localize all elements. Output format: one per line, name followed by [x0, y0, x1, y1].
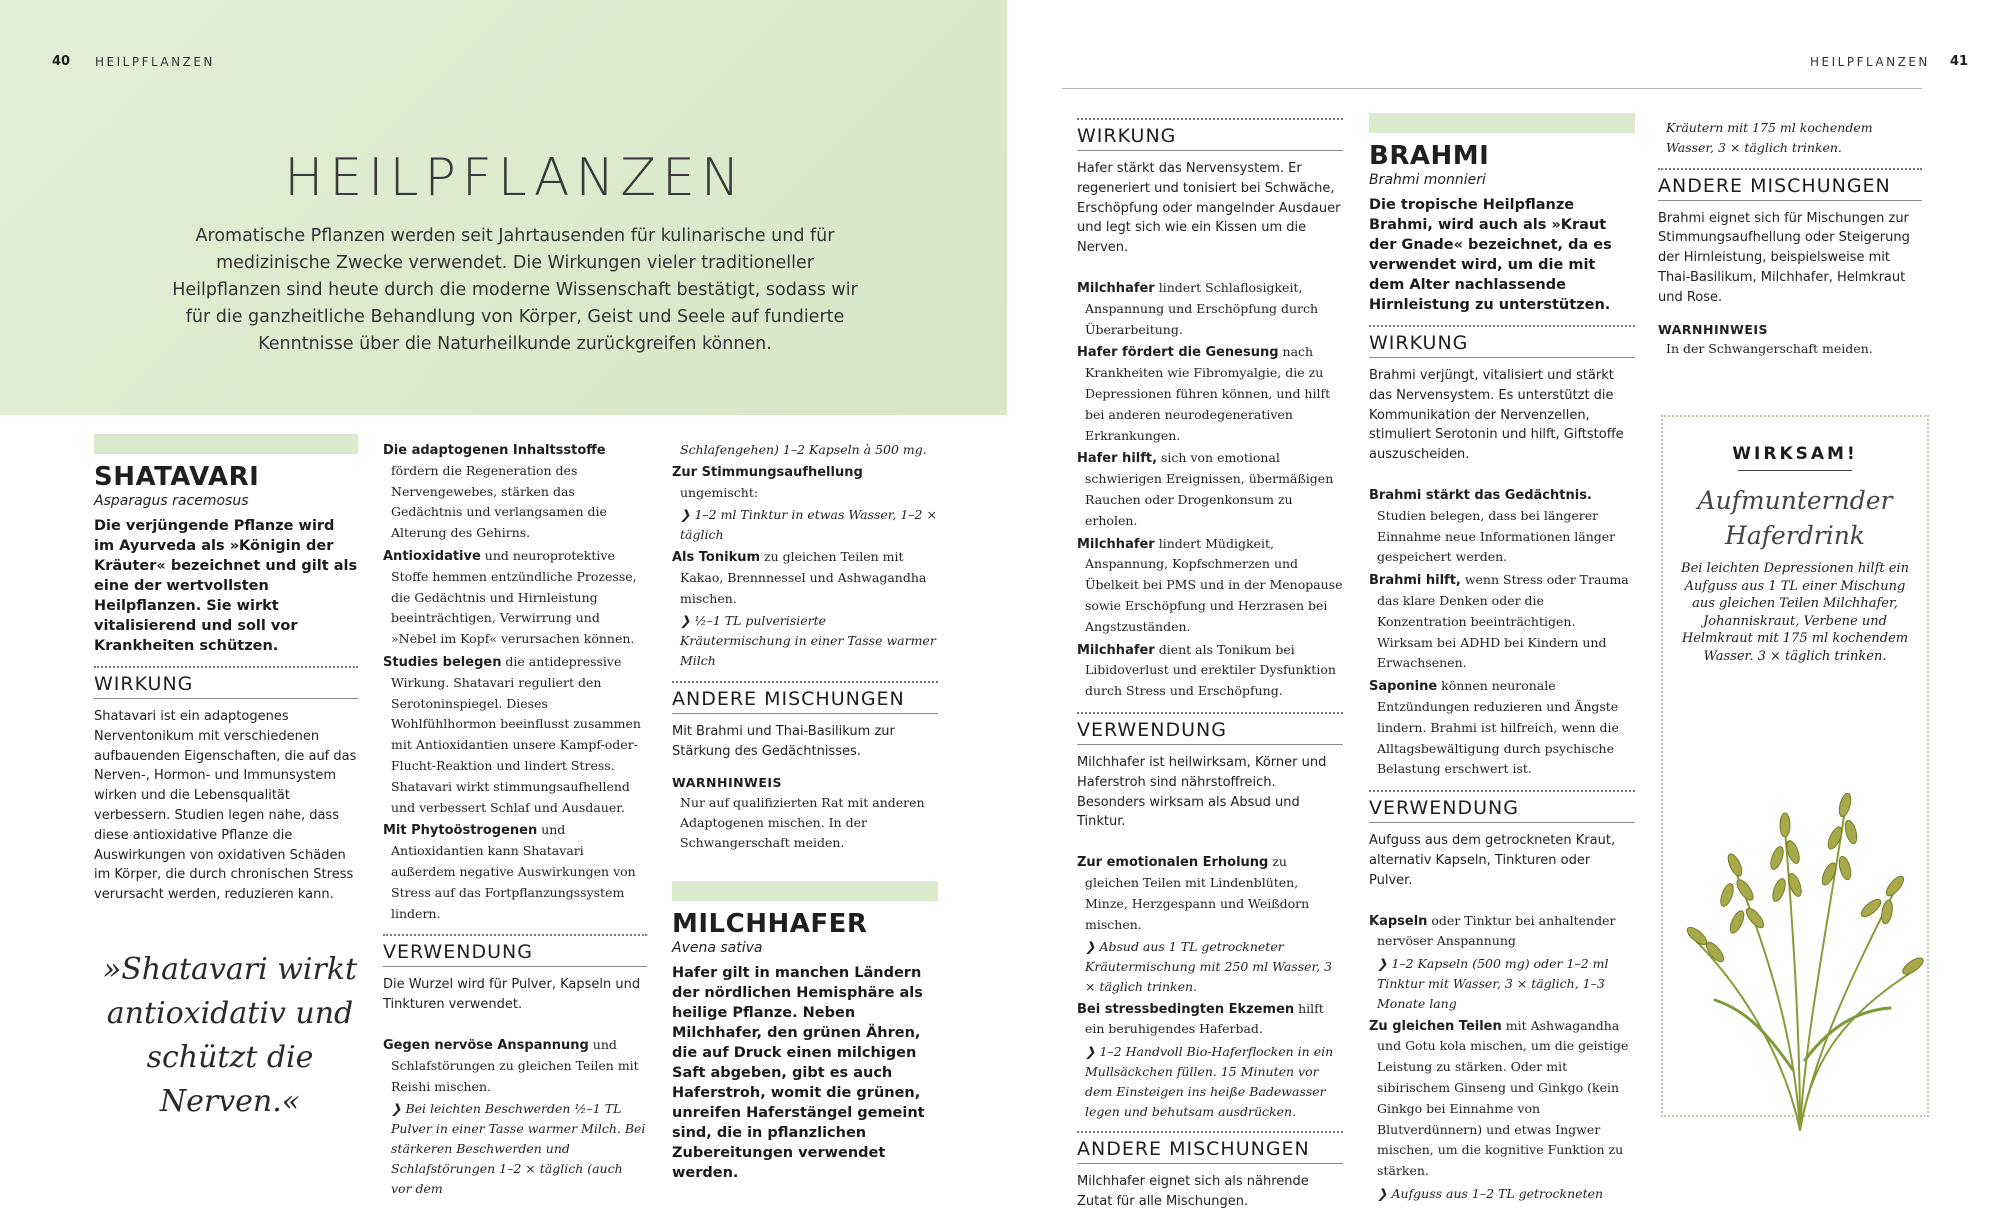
tip-box-rule	[1738, 470, 1852, 471]
tip-box-heading: WIRKSAM!	[1732, 444, 1858, 464]
list-item: Die adaptogenen Inhaltsstoffe fördern die Regeneration des Nervengewebes, stärken das Gedächtnis und verlangsamen die Alterung des Gehirns.	[383, 443, 607, 541]
dosage-note: ❯ 1–2 ml Tinktur in etwas Wasser, 1–2 × täglich	[680, 507, 937, 543]
list-item: Milchhafer dient als Tonikum bei Libidoverlust und erektiler Dysfunktion durch Stress und Erschöpfung.	[1077, 641, 1336, 699]
list-item: Gegen nervöse Anspannung und Schlafstörungen zu gleichen Teilen mit Reishi mischen.	[383, 1036, 639, 1094]
body-text: Shatavari ist ein adaptogenes Nerventonikum mit verschiedenen aufbauenden Eigenschaften, die auf das Nerven-, Hormon- und Immunsystem wirken und die Lebensqualität verbessern. Studien legen nahe, dass diese antioxidative Pflanze die Auswirkungen von oxidativen Schäden im Körper, die durch chronischen Stress verursacht werden, reduzieren kann.	[94, 709, 357, 903]
list-item: Milchhafer lindert Schlaflosigkeit, Anspannung und Erschöpfung durch Überarbeitung.	[1077, 279, 1319, 337]
section-heading: VERWENDUNG	[1077, 712, 1343, 745]
list-item: Bei stressbedingten Ekzemen hilft ein beruhigendes Haferbad.	[1077, 1000, 1324, 1037]
oat-illustration	[1675, 690, 1925, 1150]
tip-box-text: Bei leichten Depressionen hilft ein Aufguss aus 1 TL einer Mischung aus gleichen Teilen Milchhafer, Johanniskraut, Verbene und Helmkraut mit 175 ml kochendem Wasser. 3 × täglich trinken.	[1681, 561, 1909, 664]
list-item: Hafer hilft, sich von emotional schwierigen Ereignissen, übermäßigen Rauchen oder Drogenkonsum zu erholen.	[1077, 450, 1334, 528]
list-item: Saponine können neuronale Entzündungen reduzieren und Ängste lindern. Brahmi ist hilfreich, wenn die Alltagsbewältigung durch psychische Belastung erschwert ist.	[1369, 678, 1619, 777]
intro-paragraph: Aromatische Pflanzen werden seit Jahrtausenden für kulinarische und für medizinische Zwecke verwendet. Die Wirkungen vieler traditioneller Heilpflanzen sind heute durch die moderne Wissenschaft bestätigt, sodass wir für die ganzheitliche Behandlung von Körper, Geist und Seele auf fundierte Kenntnisse über die Naturheilkunde zurückgreifen können.	[172, 226, 858, 354]
pull-quote: »Shatavari wirkt antioxidativ und schützt die Nerven.«	[102, 952, 358, 1119]
shatavari-column	[94, 434, 358, 911]
page-title: HEILPFLANZEN	[284, 148, 746, 208]
section-bar	[1369, 113, 1635, 133]
warning-heading: WARNHINWEIS	[672, 775, 783, 791]
left-page-number: 40	[52, 54, 71, 69]
dosage-note: ❯ Aufguss aus 1–2 TL getrockneten	[1377, 1185, 1604, 1201]
body-text: Brahmi verjüngt, vitalisiert und stärkt das Nervensystem. Es unterstützt die Kommunikation der Nervenzellen, stimuliert Serotonin und hilft, Giftstoffe auszuscheiden.	[1369, 368, 1624, 463]
section-heading: WIRKUNG	[94, 666, 358, 699]
warning-text: In der Schwangerschaft meiden.	[1666, 341, 1873, 357]
section-heading: VERWENDUNG	[383, 934, 647, 967]
lead-text: Die verjüngende Pflanze wird im Ayurveda als »Königin der Kräuter« bezeichnet und gilt als eine der wertvollsten Heilpflanzen. Sie wirkt vitalisierend und soll vor Krankheiten schützen.	[94, 518, 358, 654]
list-item: Hafer fördert die Genesung nach Krankheiten wie Fibromyalgie, die zu Depressionen führen können, und hilft bei anderen neurodegenerativen Erkrankungen.	[1077, 344, 1331, 443]
list-item: Milchhafer lindert Müdigkeit, Anspannung, Kopfschmerzen und Übelkeit bei PMS und in der Menopause sowie Erschöpfung und Herzrasen bei Angstzuständen.	[1077, 535, 1343, 634]
lead-text: Die tropische Heilpflanze Brahmi, wird auch als »Kraut der Gnade« bezeichnet, da es verwendet wird, um die mit dem Alter nachlassende Hirnleistung zu unterstützen.	[1369, 197, 1612, 313]
dosage-note-continued: Kräutern mit 175 ml kochendem Wasser, 3 × täglich trinken.	[1666, 120, 1873, 155]
plant-name: BRAHMI	[1369, 141, 1490, 171]
section-bar	[94, 434, 358, 454]
left-running-head: HEILPFLANZEN	[95, 55, 215, 69]
body-text: Hafer stärkt das Nervensystem. Er regeneriert und tonisiert bei Schwäche, Erschöpfung oder mangelnder Ausdauer und legt sich wie ein Kissen um die Nerven.	[1077, 161, 1341, 256]
dosage-note: ❯ 1–2 Kapseln (500 mg) oder 1–2 ml Tinktur mit Wasser, 3 × täglich, 1–3 Monate lang	[1377, 956, 1609, 1011]
list-item: Antioxidative und neuroprotektive Stoffe hemmen entzündliche Prozesse, die Gedächtnis und Hirnleistung beeinträchtigen, Verwirrung und »Nebel im Kopf« verursachen können.	[383, 547, 637, 647]
dosage-note: ❯ 1–2 Handvoll Bio-Haferflocken in ein Mullsäckchen füllen. 15 Minuten vor dem Einsteigen ins heiße Badewasser legen und behutsam ausdrücken.	[1085, 1044, 1334, 1119]
dosage-note: ❯ Bei leichten Beschwerden ½–1 TL Pulver in einer Tasse warmer Milch. Bei stärkeren Beschwerden und Schlafstörungen 1–2 × täglich (auch vor dem	[391, 1101, 646, 1196]
brahmi-column-2	[1658, 118, 1922, 365]
warning-heading: WARNHINWEIS	[1658, 321, 1769, 337]
list-item: Brahmi stärkt das Gedächtnis. Studien belegen, dass bei längerer Einnahme neue Informationen länger gespeichert werden.	[1369, 487, 1616, 565]
brahmi-column	[1369, 113, 1635, 1206]
list-item: Zur emotionalen Erholung zu gleichen Teilen mit Lindenblüten, Minze, Herzgespann und Weißdorn mischen.	[1077, 854, 1310, 932]
latin-name: Avena sativa	[672, 939, 763, 956]
body-text: Milchhafer ist heilwirksam, Körner und Haferstroh sind nährstoffreich. Besonders wirksam als Absud und Tinktur.	[1077, 754, 1327, 830]
dosage-note: ❯ ½–1 TL pulverisierte Kräutermischung in einer Tasse warmer Milch	[680, 613, 936, 668]
list-item: Kapseln oder Tinktur bei anhaltender nervöser Anspannung	[1369, 912, 1616, 949]
tip-box-title: Aufmunternder Haferdrink	[1697, 486, 1893, 550]
body-text: Brahmi eignet sich für Mischungen zur Stimmungsaufhellung oder Steigerung der Hirnleistung, beispielsweise mit Thai-Basilikum, Milchhafer, Helmkraut und Rose.	[1658, 210, 1910, 305]
right-running-head: HEILPFLANZEN	[1810, 55, 1930, 69]
header-rule	[1062, 88, 1922, 89]
body-text: Die Wurzel wird für Pulver, Kapseln und Tinkturen verwendet.	[383, 977, 641, 1013]
section-heading: WIRKUNG	[1077, 118, 1343, 151]
body-text: Mit Brahmi und Thai-Basilikum zur Stärkung des Gedächtnisses.	[672, 723, 895, 759]
list-item: Zur Stimmungsaufhellung ungemischt:	[672, 464, 863, 500]
shatavari-column-2	[383, 440, 647, 1200]
list-item: Als Tonikum zu gleichen Teilen mit Kakao, Brennnessel und Ashwagandha mischen.	[672, 548, 927, 606]
lead-text: Hafer gilt in manchen Ländern der nördlichen Hemisphäre als heilige Pflanze. Neben Milchhafer, den grünen Ähren, die auf Druck einen milchigen Saft abgeben, gibt es auch Haferstroh, womit die grünen, unreifen Haferstängel gemeint sind, die in pflanzlichen Zubereitungen verwendet werden.	[672, 964, 925, 1181]
body-text: Milchhafer eignet sich als nährende Zutat für alle Mischungen.	[1077, 1174, 1309, 1210]
shatavari-column-3	[672, 440, 938, 1183]
plant-name: MILCHHAFER	[672, 908, 868, 939]
warning-text: Nur auf qualifizierten Rat mit anderen Adaptogenen mischen. In der Schwangerschaft meiden.	[680, 795, 925, 850]
section-heading: ANDERE MISCHUNGEN	[1077, 1131, 1343, 1164]
section-heading: WIRKUNG	[1369, 325, 1635, 358]
latin-name: Asparagus racemosus	[94, 493, 249, 509]
body-text: Aufguss aus dem getrockneten Kraut, alternativ Kapseln, Tinkturen oder Pulver.	[1369, 833, 1616, 888]
milchhafer-column	[1077, 118, 1343, 1218]
right-page-number: 41	[1950, 54, 1969, 69]
list-item: Zu gleichen Teilen mit Ashwagandha und Gotu kola mischen, um die geistige Leistung zu stärken. Oder mit sibirischem Ginseng und Ginkgo (kein Ginkgo bei Einnahme von Blutverdünnern) und etwas Ingwer mischen, um die kognitive Funktion zu stärken.	[1369, 1017, 1629, 1179]
section-heading: ANDERE MISCHUNGEN	[1658, 168, 1922, 201]
section-heading: VERWENDUNG	[1369, 790, 1635, 823]
latin-name: Brahmi monnieri	[1369, 172, 1486, 188]
dosage-note: ❯ Absud aus 1 TL getrockneter Kräutermischung mit 250 ml Wasser, 3 × täglich trinken.	[1085, 939, 1333, 994]
section-heading: ANDERE MISCHUNGEN	[672, 681, 938, 714]
list-item: Mit Phytoöstrogenen und Antioxidantien kann Shatavari außerdem negative Auswirkungen von Stress auf das Fortpflanzungssystem lindern.	[383, 822, 636, 921]
dosage-note-continued: Schlafengehen) 1–2 Kapseln à 500 mg.	[680, 442, 927, 457]
list-item: Brahmi hilft, wenn Stress oder Trauma das klare Denken oder die Konzentration beeinträchtigen. Wirksam bei ADHD bei Kindern und Erwachsenen.	[1369, 572, 1629, 671]
plant-name: SHATAVARI	[94, 462, 260, 492]
list-item: Studies belegen die antidepressive Wirkung. Shatavari reguliert den Serotoninspiegel. Dieses Wohlfühlhormon beeinflusst zusammen mit Antioxidantien unsere Kampf-oder-Flucht-Reaktion und lindert Stress. Shatavari wirkt stimmungsaufhellend und verbessert Schlaf und Ausdauer.	[383, 653, 641, 815]
section-bar	[672, 881, 938, 901]
